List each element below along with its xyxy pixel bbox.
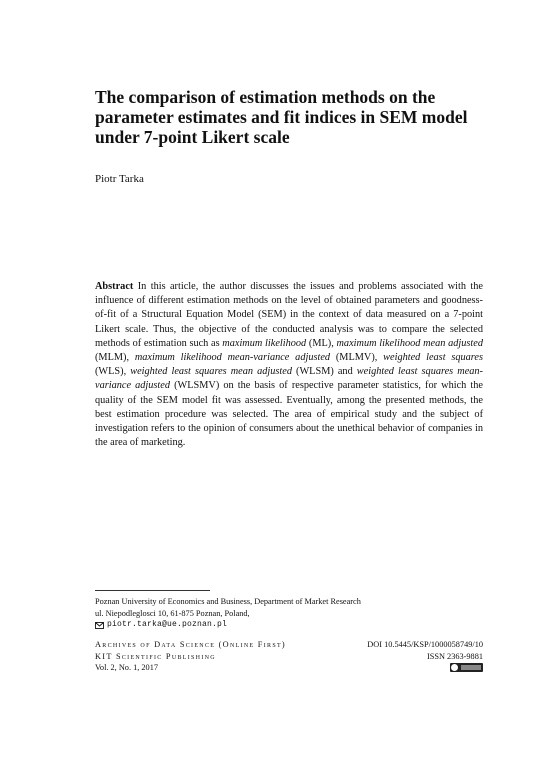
affiliation-address: ul. Niepodleglosci 10, 61-875 Poznan, Poland, xyxy=(95,608,250,618)
method-name: weighted least squares mean-variance adjusted xyxy=(95,366,483,392)
abstract-text: (MLM), xyxy=(95,352,135,364)
abstract-text: In this article, the author discusses the issues and problems associated with the influence of different estimation methods on the level of obtained parameters and goodness-of-fit of a Structural Equation Model (SEM) in the context of data measured on a 7-point Likert scale. Thus, the objective of the conducted analysis was to compare the selected methods of estimation such as xyxy=(95,281,484,349)
issn: ISSN 2363-9881 xyxy=(426,651,483,661)
publisher: KIT Scientific Publishing xyxy=(95,651,216,661)
volume-info: Vol. 2, No. 1, 2017 xyxy=(95,663,158,672)
abstract-text: (ML), xyxy=(306,337,337,349)
footnote-rule xyxy=(95,590,210,591)
abstract-text: (MLMV), xyxy=(330,352,384,364)
email-link[interactable]: piotr.tarka@ue.poznan.pl xyxy=(107,620,228,629)
abstract-text: (WLSM) and xyxy=(291,366,357,378)
affiliation xyxy=(95,596,495,631)
method-name: weighted least squares xyxy=(383,352,484,364)
method-name: maximum likelihood mean adjusted xyxy=(336,337,483,349)
journal-name: Archives of Data Science (Online First) xyxy=(95,640,286,649)
abstract-text: (WLS), xyxy=(95,366,131,378)
abstract-text: (WLSMV) on the basis of respective parameter statistics, for which the quality of the SEM model fit was assessed. Eventually, among the presented methods, the best estimation procedure was selected. The area of empirical study and the subject of investigation refers to the opinion of consumers about the unethical behavior of companies in the area of marketing. xyxy=(95,380,483,449)
title-line: parameter estimates and fit indices in SEM model xyxy=(95,107,468,127)
email-row xyxy=(95,619,495,631)
abstract-label: Abstract xyxy=(95,281,134,292)
method-name: maximum likelihood xyxy=(222,337,307,349)
cc-license-icon[interactable] xyxy=(450,663,483,672)
doi[interactable]: DOI 10.5445/KSP/1000058749/10 xyxy=(367,640,483,649)
paper-title xyxy=(95,87,495,147)
journal-footer xyxy=(95,639,483,674)
title-line: under 7-point Likert scale xyxy=(95,127,290,147)
method-name: maximum likelihood mean-variance adjusted xyxy=(134,352,331,364)
envelope-icon xyxy=(95,621,104,628)
title-line: The comparison of estimation methods on the xyxy=(95,87,436,107)
abstract xyxy=(95,280,483,450)
author-name: Piotr Tarka xyxy=(95,173,144,185)
method-name: weighted least squares mean adjusted xyxy=(130,366,292,378)
affiliation-institution: Poznan University of Economics and Business, Department of Market Research xyxy=(95,597,361,606)
